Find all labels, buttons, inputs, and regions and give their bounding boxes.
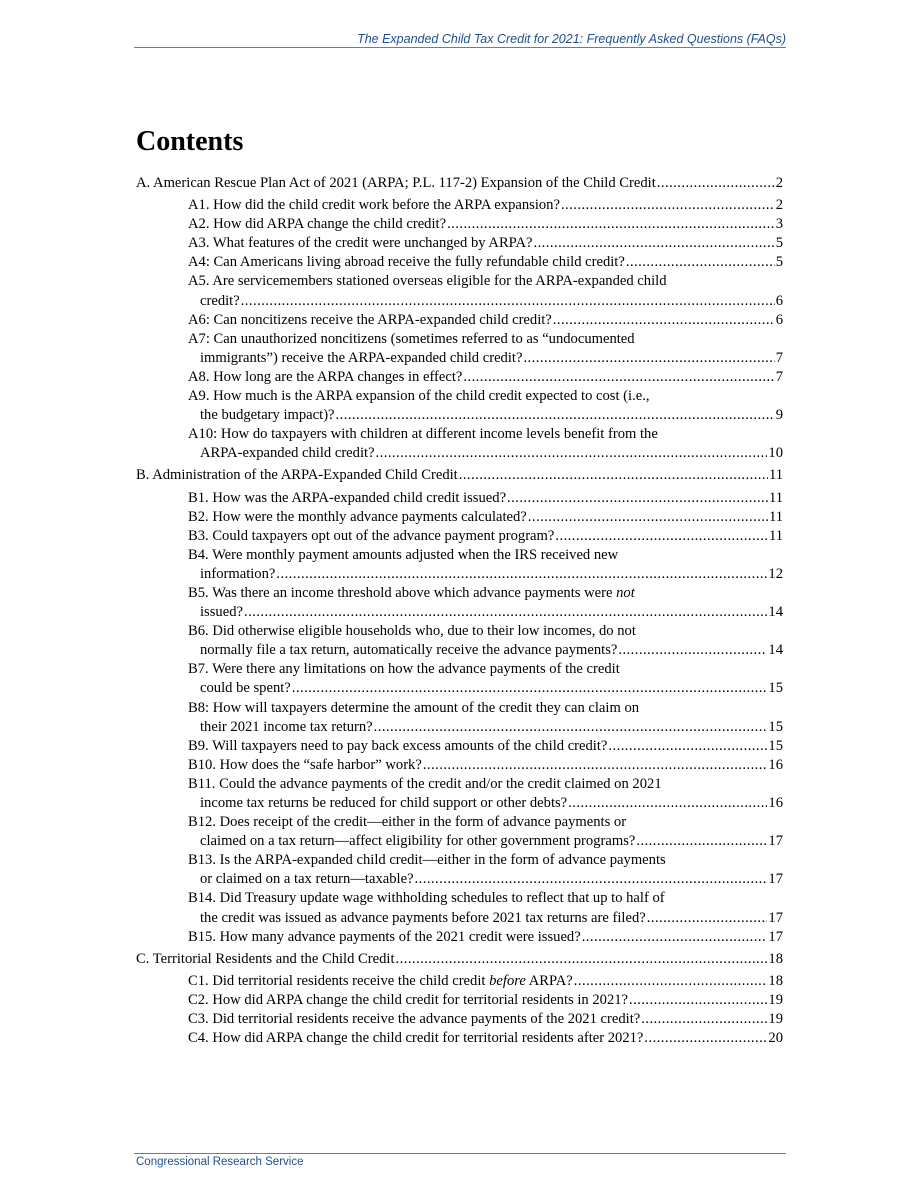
toc-entry-title: could be spent? <box>200 680 291 697</box>
toc-entry-text <box>200 718 373 737</box>
toc-entry-title: the credit was issued as advance payments before 2021 tax returns are filed? <box>200 909 646 926</box>
toc-entry-title: A6: Can noncitizens receive the ARPA-expanded child credit? <box>188 311 552 328</box>
toc-entry-text <box>136 950 395 969</box>
toc-question[interactable] <box>136 253 783 272</box>
dot-leader <box>626 253 775 272</box>
running-header: The Expanded Child Tax Credit for 2021: Frequently Asked Questions (FAQs) <box>357 32 786 46</box>
dot-leader <box>657 174 775 193</box>
toc-page-number: 11 <box>768 467 783 484</box>
toc-entry-line <box>136 215 783 234</box>
toc-entry-first-line <box>136 387 783 406</box>
toc-entry-line <box>136 832 783 851</box>
toc-entry-text <box>188 508 527 527</box>
toc-question[interactable] <box>136 1029 783 1048</box>
toc-section[interactable] <box>136 174 783 193</box>
toc-entry-text <box>136 174 656 193</box>
toc-entry-line <box>136 950 783 969</box>
dot-leader <box>636 832 767 851</box>
dot-leader <box>561 196 775 215</box>
toc-entry-title: immigrants”) receive the ARPA-expanded child credit? <box>200 349 523 366</box>
toc-entry-text <box>188 756 422 775</box>
toc-question[interactable] <box>136 527 783 546</box>
dot-leader <box>507 489 768 508</box>
toc-question[interactable] <box>136 1010 783 1029</box>
toc-entry-line <box>136 444 783 463</box>
dot-leader <box>415 870 768 889</box>
toc-entry-title: claimed on a tax return—affect eligibility for other government programs? <box>200 833 636 850</box>
toc-entry-title: or claimed on a tax return—taxable? <box>200 871 414 888</box>
toc-entry-title: B15. How many advance payments of the 2021 credit were issued? <box>188 928 581 945</box>
dot-leader <box>423 756 768 775</box>
toc-entry-title: their 2021 income tax return? <box>200 718 373 735</box>
footer-organization: Congressional Research Service <box>136 1156 304 1168</box>
dot-leader <box>523 349 774 368</box>
toc-entry-first-line <box>136 775 783 794</box>
footer-rule <box>134 1153 786 1154</box>
toc-question[interactable] <box>136 215 783 234</box>
toc-question[interactable] <box>136 928 783 947</box>
toc-entry-title: C3. Did territorial residents receive the advance payments of the 2021 credit? <box>188 1011 641 1028</box>
toc-entry-text <box>200 349 522 368</box>
toc-entry-text <box>188 928 581 947</box>
toc-entry-first-line <box>136 425 783 444</box>
toc-page-number: 3 <box>775 216 783 233</box>
toc-entry-text <box>188 234 532 253</box>
toc-entry-line <box>136 174 783 193</box>
toc-entry-line <box>136 349 783 368</box>
toc-entry-line <box>136 737 783 756</box>
toc-entry-line <box>136 603 783 622</box>
dot-leader <box>396 950 768 969</box>
toc-entry-title: C1. Did territorial residents receive the child credit <box>188 972 486 989</box>
toc-entry-text <box>200 679 291 698</box>
toc-question[interactable] <box>136 489 783 508</box>
toc-page-number: 11 <box>768 527 783 544</box>
toc-page-number: 5 <box>775 254 783 271</box>
dot-leader <box>292 679 768 698</box>
toc-entry-first-line <box>136 546 783 565</box>
toc-entry-title: normally file a tax return, automatically receive the advance payments? <box>200 642 618 659</box>
toc-entry-first-line <box>136 330 783 349</box>
dot-leader <box>374 718 768 737</box>
toc-entry-title: A1. How did the child credit work before the ARPA expansion? <box>188 197 560 214</box>
toc-question[interactable] <box>136 756 783 775</box>
toc-question[interactable] <box>136 584 783 622</box>
toc-entry-first-line <box>136 660 783 679</box>
toc-entry-text <box>188 489 506 508</box>
toc-page-number: 7 <box>775 349 783 366</box>
toc-entry-line <box>136 406 783 425</box>
toc-entry-title: C2. How did ARPA change the child credit for territorial residents in 2021? <box>188 991 629 1008</box>
toc-entry-line <box>136 909 783 928</box>
toc-entry-text <box>136 466 458 485</box>
toc-section[interactable] <box>136 466 783 485</box>
toc-entry-first-line <box>136 889 783 908</box>
toc-entry-first-line <box>136 699 783 718</box>
toc-entry-line <box>136 234 783 253</box>
toc-page-number: 14 <box>768 604 783 621</box>
dot-leader <box>528 508 768 527</box>
toc-entry-line <box>136 368 783 387</box>
dot-leader <box>629 991 767 1010</box>
toc-entry-line <box>136 641 783 660</box>
toc-entry-text <box>200 292 240 311</box>
dot-leader <box>553 311 775 330</box>
dot-leader <box>276 565 767 584</box>
toc-entry-line <box>136 991 783 1010</box>
dot-leader <box>244 603 767 622</box>
toc-entry-title-start: B11. Could the advance payments of the credit and/or the credit claimed on 2021 <box>188 775 662 792</box>
toc-page-number: 17 <box>768 909 783 926</box>
toc-entry-title-start: B8: How will taxpayers determine the amount of the credit they can claim on <box>188 699 640 716</box>
toc-entry-title: ARPA-expanded child credit? <box>200 445 375 462</box>
toc-entry-title: the budgetary impact)? <box>200 407 335 424</box>
toc-section[interactable] <box>136 950 783 969</box>
toc-entry-text <box>188 991 628 1010</box>
toc-page-number: 19 <box>768 1011 783 1028</box>
toc-page-number: 20 <box>768 1030 783 1047</box>
toc-entry-emphasis: not <box>616 584 635 601</box>
toc-question[interactable] <box>136 425 783 463</box>
toc-page-number: 17 <box>768 833 783 850</box>
toc-page-number: 17 <box>768 928 783 945</box>
toc-page-number: 11 <box>768 489 783 506</box>
toc-question[interactable] <box>136 991 783 1010</box>
header-rule <box>134 47 786 48</box>
toc-entry-title-start: A9. How much is the ARPA expansion of the child credit expected to cost (i.e., <box>188 388 650 405</box>
toc-entry-title-start: B6. Did otherwise eligible households who, due to their low incomes, do not <box>188 623 636 640</box>
toc-entry-title-start: B14. Did Treasury update wage withholding schedules to reflect that up to half of <box>188 890 665 907</box>
toc-page-number: 16 <box>768 795 783 811</box>
toc-entry-title-start: B12. Does receipt of the credit—either in the form of advance payments or <box>188 814 627 831</box>
toc-entry-title-start: B13. Is the ARPA-expanded child credit—either in the form of advance payments <box>188 852 666 869</box>
toc-question[interactable] <box>136 387 783 425</box>
toc-entry-line <box>136 508 783 527</box>
toc-entry-line <box>136 972 783 991</box>
toc-entry-line <box>136 196 783 215</box>
toc-page-number: 14 <box>768 642 783 659</box>
toc-entry-first-line <box>136 851 783 870</box>
toc-entry-first-line <box>136 622 783 641</box>
toc-entry-first-line <box>136 813 783 832</box>
toc-entry-text <box>200 870 414 889</box>
toc-entry-line <box>136 311 783 330</box>
toc-entry-first-line <box>136 272 783 291</box>
toc-question[interactable] <box>136 622 783 660</box>
toc-page-number: 9 <box>775 407 783 424</box>
toc-entry-title: C. Territorial Residents and the Child Credit <box>136 950 395 967</box>
dot-leader <box>618 641 767 660</box>
toc-entry-title: credit? <box>200 292 240 309</box>
dot-leader <box>459 466 768 485</box>
toc-entry-title-tail: ARPA? <box>528 972 573 989</box>
toc-entry-text <box>188 196 560 215</box>
toc-entry-line <box>136 794 783 813</box>
toc-page-number: 18 <box>768 950 783 967</box>
toc-entry-title: A4: Can Americans living abroad receive the fully refundable child credit? <box>188 254 625 271</box>
toc-entry-text <box>200 565 275 584</box>
dot-leader <box>533 234 774 253</box>
toc-page-number: 19 <box>768 991 783 1008</box>
toc-question[interactable] <box>136 972 783 991</box>
toc-entry-line <box>136 1029 783 1048</box>
toc-entry-text <box>188 311 552 330</box>
toc-entry-line <box>136 253 783 272</box>
dot-leader <box>647 909 768 928</box>
toc-question[interactable] <box>136 851 783 889</box>
toc-entry-text <box>200 909 646 928</box>
toc-entry-line <box>136 679 783 698</box>
toc-entry-title-start: B7. Were there any limitations on how the advance payments of the credit <box>188 661 620 678</box>
toc-entry-title: A3. What features of the credit were unchanged by ARPA? <box>188 235 533 252</box>
toc-entry-text <box>188 1010 640 1029</box>
dot-leader <box>644 1029 767 1048</box>
toc-entry-line <box>136 1010 783 1029</box>
toc-entry-first-line <box>136 584 783 603</box>
toc-entry-line <box>136 870 783 889</box>
toc-entry-text <box>200 641 617 660</box>
toc-page-number: 17 <box>768 871 783 888</box>
dot-leader <box>608 737 767 756</box>
toc-page-number: 15 <box>768 718 783 735</box>
toc-entry-title: information? <box>200 565 276 582</box>
table-of-contents <box>136 174 783 1048</box>
toc-page-number: 7 <box>775 368 783 385</box>
toc-entry-text <box>188 253 625 272</box>
toc-entry-text <box>188 737 607 756</box>
toc-page-number: 6 <box>775 292 783 309</box>
toc-page-number: 2 <box>775 175 783 191</box>
toc-entry-title: B2. How were the monthly advance payments calculated? <box>188 508 527 525</box>
toc-entry-text <box>200 444 375 463</box>
dot-leader <box>376 444 768 463</box>
toc-page-number: 11 <box>768 508 783 525</box>
toc-entry-line <box>136 928 783 947</box>
toc-page-number: 18 <box>768 972 783 989</box>
toc-question[interactable] <box>136 272 783 310</box>
toc-question[interactable] <box>136 234 783 253</box>
toc-question[interactable] <box>136 699 783 737</box>
toc-page-number: 15 <box>768 737 783 754</box>
toc-entry-text <box>188 215 446 234</box>
toc-question[interactable] <box>136 889 783 927</box>
toc-question[interactable] <box>136 813 783 851</box>
toc-entry-text <box>188 972 573 991</box>
toc-entry-title: A2. How did ARPA change the child credit? <box>188 216 447 233</box>
toc-entry-text <box>200 406 335 425</box>
toc-question[interactable] <box>136 330 783 368</box>
toc-entry-emphasis: before <box>489 972 526 989</box>
toc-entry-title: B3. Could taxpayers opt out of the advance payment program? <box>188 527 555 544</box>
toc-question[interactable] <box>136 508 783 527</box>
toc-entry-line <box>136 489 783 508</box>
toc-entry-title-start: B4. Were monthly payment amounts adjusted when the IRS received new <box>188 546 619 563</box>
dot-leader <box>555 527 768 546</box>
toc-entry-title: A. American Rescue Plan Act of 2021 (ARPA; P.L. 117-2) Expansion of the Child Credit <box>136 175 656 191</box>
toc-question[interactable] <box>136 546 783 584</box>
toc-page-number: 5 <box>775 235 783 252</box>
toc-entry-title: income tax returns be reduced for child support or other debts? <box>200 795 568 811</box>
toc-entry-line <box>136 292 783 311</box>
dot-leader <box>241 292 775 311</box>
dot-leader <box>568 794 767 813</box>
toc-question[interactable] <box>136 660 783 698</box>
toc-entry-line <box>136 565 783 584</box>
toc-entry-line <box>136 466 783 485</box>
toc-question[interactable] <box>136 311 783 330</box>
toc-question[interactable] <box>136 737 783 756</box>
toc-entry-title-start: B5. Was there an income threshold above which advance payments were <box>188 584 613 601</box>
toc-entry-line <box>136 718 783 737</box>
toc-entry-text <box>200 794 567 813</box>
toc-entry-title-start: A7: Can unauthorized noncitizens (sometimes referred to as “undocumented <box>188 330 635 347</box>
toc-entry-title: B1. How was the ARPA-expanded child credit issued? <box>188 489 507 506</box>
dot-leader <box>574 972 768 991</box>
toc-entry-title: B. Administration of the ARPA-Expanded Child Credit <box>136 467 458 484</box>
toc-entry-line <box>136 756 783 775</box>
dot-leader <box>641 1010 767 1029</box>
toc-entry-text <box>188 368 462 387</box>
toc-entry-title: B10. How does the “safe harbor” work? <box>188 756 422 773</box>
toc-page-number: 6 <box>775 311 783 328</box>
contents-title: Contents <box>136 126 244 157</box>
toc-entry-text <box>188 527 554 546</box>
dot-leader <box>463 368 774 387</box>
dot-leader <box>447 215 775 234</box>
toc-question[interactable] <box>136 196 783 215</box>
toc-entry-title: issued? <box>200 604 243 621</box>
dot-leader <box>336 406 775 425</box>
toc-entry-line <box>136 527 783 546</box>
toc-entry-title-start: A10: How do taxpayers with children at different income levels benefit from the <box>188 426 658 443</box>
toc-entry-title: C4. How did ARPA change the child credit for territorial residents after 2021? <box>188 1030 644 1047</box>
toc-entry-text <box>200 832 635 851</box>
toc-entry-title-start: A5. Are servicemembers stationed overseas eligible for the ARPA-expanded child <box>188 273 667 290</box>
toc-entry-text <box>200 603 243 622</box>
toc-question[interactable] <box>136 775 783 813</box>
toc-question[interactable] <box>136 368 783 387</box>
toc-entry-title: B9. Will taxpayers need to pay back excess amounts of the child credit? <box>188 737 608 754</box>
dot-leader <box>582 928 768 947</box>
toc-page-number: 15 <box>768 680 783 697</box>
toc-entry-title: A8. How long are the ARPA changes in effect? <box>188 368 463 385</box>
toc-page-number: 12 <box>768 565 783 582</box>
toc-page-number: 10 <box>768 445 783 462</box>
toc-page-number: 16 <box>768 756 783 773</box>
toc-entry-text <box>188 1029 643 1048</box>
toc-page-number: 2 <box>775 197 783 214</box>
